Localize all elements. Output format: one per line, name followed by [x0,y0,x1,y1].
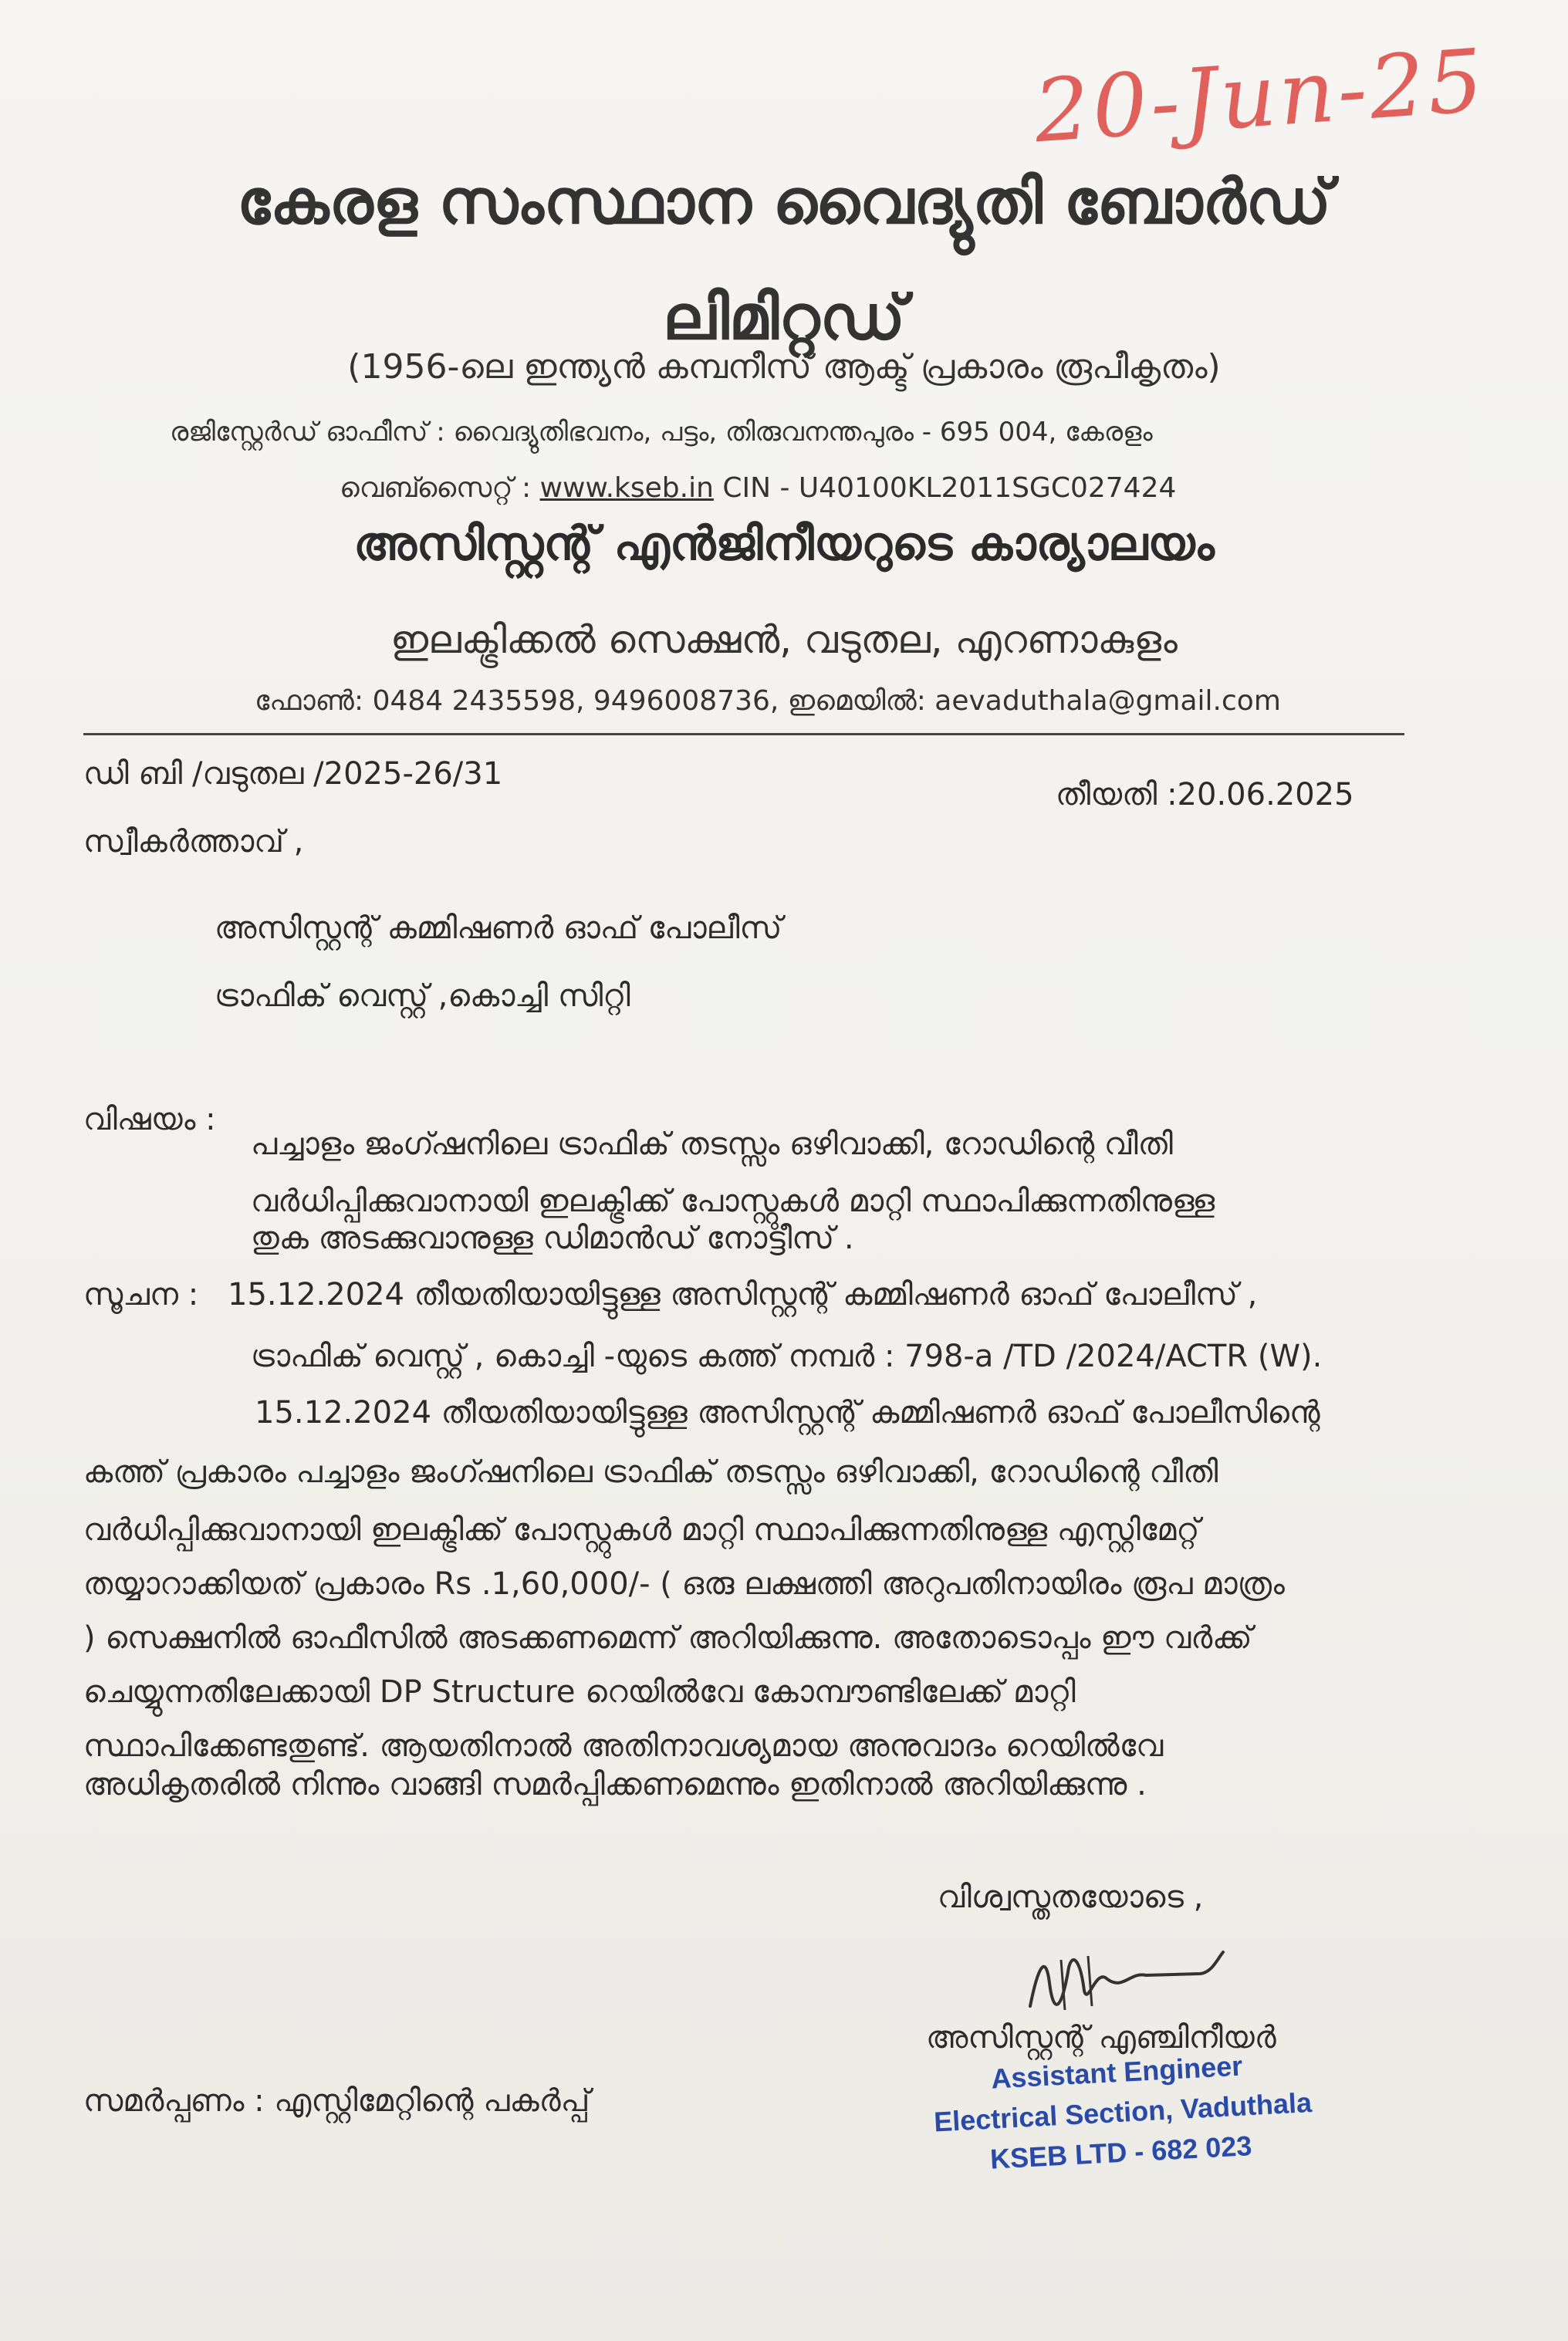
subject-line: പച്ചാളം ജംഗ്ഷനിലെ ട്രാഫിക് തടസ്സം ഒഴിവാക്കി, റോഡിന്റെ വീതി [251,1127,1173,1162]
registered-office: രജിസ്റ്റേർഡ് ഓഫീസ് : വൈദ്യുതിഭവനം, പട്ടം, തിരുവനന്തപുരം - 695 004, കേരളം [170,417,1153,448]
subject-line: തുക അടക്കുവാനുള്ള ഡിമാൻഡ് നോട്ടീസ് . [251,1221,854,1256]
cin-number: CIN - U40100KL2011SGC027424 [722,472,1177,504]
reference-label: സൂചന : [83,1277,199,1312]
salutation: സ്വീകർത്താവ് , [83,824,304,860]
body-line: സ്ഥാപിക്കേണ്ടതുണ്ട്. ആയതിനാൽ അതിനാവശ്യമായ അനുവാദം റെയിൽവേ [83,1728,1164,1764]
website-line [340,472,1176,505]
subject-label: വിഷയം : [83,1102,216,1137]
signature [1015,1937,1246,2022]
office-stamp [931,2043,1313,2183]
stamp-line: Electrical Section, Vaduthala [933,2086,1313,2138]
body-line: കത്ത് പ്രകാരം പച്ചാളം ജംഗ്ഷനിലെ ട്രാഫിക് തടസ്സം ഒഴിവാക്കി, റോഡിന്റെ വീതി [83,1454,1218,1490]
handwritten-date: 20-Jun-25 [1031,30,1489,163]
body-line: ) സെക്ഷനിൽ ഓഫീസിൽ അടക്കണമെന്ന് അറിയിക്കുന്നു. അതോടൊപ്പം ഈ വർക്ക് [83,1620,1252,1656]
body-line: ചെയ്യുന്നതിലേക്കായി DP Structure റെയിൽവേ കോമ്പൗണ്ടിലേക്ക് മാറ്റി [83,1674,1076,1710]
org-name-line1: കേരള സംസ്ഥാന വൈദ്യുതി ബോർഡ് [237,166,1331,238]
website-label: വെബ്സൈറ്റ് : [340,472,540,504]
org-name-line2: ലിമിറ്റഡ് [663,282,905,353]
section-name: ഇലക്ട്രിക്കൽ സെക്ഷൻ, വടുതല, എറണാകുളം [390,617,1178,662]
website-link[interactable]: www.kseb.in [539,472,714,504]
reference-line: ട്രാഫിക് വെസ്റ്റ് , കൊച്ചി -യുടെ കത്ത് നമ്പർ : 798-a /TD /2024/ACTR (W). [251,1339,1323,1374]
act-note: (1956-ലെ ഇന്ത്യൻ കമ്പനീസ് ആക്ട് പ്രകാരം രൂപീകൃതം) [347,347,1221,387]
recipient-line2: ട്രാഫിക് വെസ്റ്റ് ,കൊച്ചി സിറ്റി [215,978,630,1014]
reference-number: ഡി ബി /വടുതല /2025-26/31 [83,756,503,792]
enclosure: സമർപ്പണം : എസ്റ്റിമേറ്റിന്റെ പകർപ്പ് [83,2083,590,2119]
body-line: തയ്യാറാക്കിയത് പ്രകാരം Rs .1,60,000/- ( ഒരു ലക്ഷത്തി അറുപതിനായിരം രൂപ മാത്രം [83,1566,1285,1602]
letter-date: തീയതി :20.06.2025 [1056,777,1354,812]
subject-line: വർധിപ്പിക്കുവാനായി ഇലക്ട്രിക്ക് പോസ്റ്റുകൾ മാറ്റി സ്ഥാപിക്കുന്നതിനുള്ള [251,1184,1215,1219]
recipient-line1: അസിസ്റ്റന്റ് കമ്മിഷണർ ഓഫ് പോലീസ് [215,910,782,946]
header-divider [83,733,1404,735]
closing: വിശ്വസ്തതയോടെ , [938,1880,1204,1915]
stamp-line: KSEB LTD - 682 023 [989,2130,1253,2175]
body-line: 15.12.2024 തീയതിയായിട്ടുള്ള അസിസ്റ്റന്റ് കമ്മിഷണർ ഓഫ് പോലീസിന്റെ [255,1395,1320,1431]
office-title: അസിസ്റ്റന്റ് എൻജിനീയറുടെ കാര്യാലയം [353,517,1215,571]
reference-line: 15.12.2024 തീയതിയായിട്ടുള്ള അസിസ്റ്റന്റ് കമ്മിഷണർ ഓഫ് പോലീസ് , [228,1277,1258,1312]
contact-line: ഫോൺ: 0484 2435598, 9496008736, ഇമെയിൽ: aevaduthala@gmail.com [255,685,1281,717]
stamp-line: Assistant Engineer [990,2049,1244,2095]
body-line: അധികൃതരിൽ നിന്നും വാങ്ങി സമർപ്പിക്കണമെന്നും ഇതിനാൽ അറിയിക്കുന്നു . [83,1767,1147,1802]
signatory-title: അസിസ്റ്റന്റ് എഞ്ചിനീയർ [926,2020,1276,2056]
body-line: വർധിപ്പിക്കുവാനായി ഇലക്ട്രിക്ക് പോസ്റ്റുകൾ മാറ്റി സ്ഥാപിക്കുന്നതിനുള്ള എസ്റ്റിമേറ്റ് [83,1512,1200,1548]
